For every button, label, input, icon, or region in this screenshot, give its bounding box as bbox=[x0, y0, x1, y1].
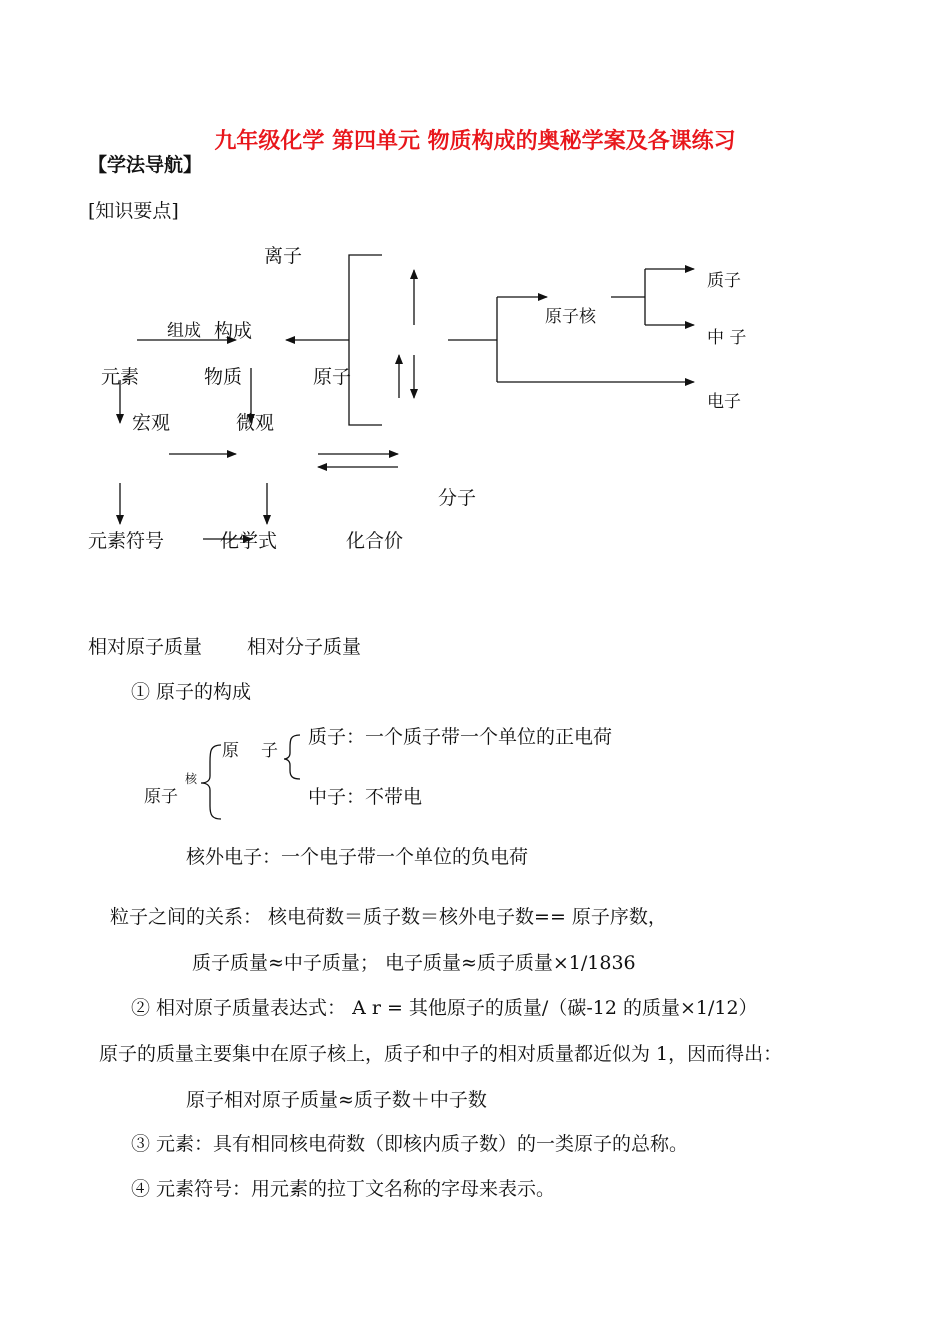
label-micro: 微观 bbox=[236, 412, 275, 434]
atom-bracket-line bbox=[349, 255, 382, 425]
inner-brace bbox=[284, 735, 300, 779]
label-element-symbol: 元素符号 bbox=[88, 530, 165, 552]
label-nucleus-small: 核 bbox=[185, 772, 198, 786]
label-valence: 化合价 bbox=[346, 530, 404, 552]
document-title: 九年级化学 第四单元 物质构成的奥秘学案及各课练习 bbox=[214, 129, 736, 154]
label-relative-molecular-mass: 相对分子质量 bbox=[247, 636, 362, 658]
label-relative-atomic-mass: 相对原子质量 bbox=[88, 636, 203, 658]
proton-description: 质子：一个质子带一个单位的正电荷 bbox=[308, 726, 613, 748]
label-electron: 电子 bbox=[707, 392, 741, 412]
label-macro: 宏观 bbox=[132, 412, 171, 434]
label-compose: 组成 bbox=[167, 321, 201, 341]
label-chemical-formula: 化学式 bbox=[220, 530, 278, 552]
label-ion: 离子 bbox=[264, 245, 303, 267]
label-nucleus-right: 子 bbox=[261, 741, 278, 761]
label-atom: 原子 bbox=[313, 366, 352, 388]
atom-structure-heading: ① 原子的构成 bbox=[131, 681, 252, 703]
element-definition: ③ 元素：具有相同核电荷数（即核内质子数）的一类原子的总称。 bbox=[131, 1133, 689, 1155]
label-construct: 构成 bbox=[214, 320, 253, 342]
relative-atomic-mass-formula: ② 相对原子质量表达式： A r = 其他原子的质量/（碳-12 的质量×1/12） bbox=[131, 997, 758, 1019]
label-substance: 物质 bbox=[204, 366, 243, 388]
mass-relation-line: 质子质量≈中子质量； 电子质量≈质子质量×1/1836 bbox=[192, 952, 636, 974]
label-element: 元素 bbox=[101, 366, 140, 388]
outer-brace bbox=[201, 745, 221, 819]
relative-mass-approximation: 原子相对原子质量≈质子数＋中子数 bbox=[186, 1089, 487, 1111]
electron-description: 核外电子：一个电子带一个单位的负电荷 bbox=[186, 846, 529, 868]
label-proton: 质子 bbox=[707, 271, 741, 291]
element-symbol-definition: ④ 元素符号：用元素的拉丁文名称的字母来表示。 bbox=[131, 1178, 556, 1200]
mass-concentration-line: 原子的质量主要集中在原子核上，质子和中子的相对质量都近似为 1，因而得出： bbox=[99, 1043, 783, 1065]
label-nucleus: 原子核 bbox=[545, 307, 596, 327]
neutron-description: 中子：不带电 bbox=[308, 786, 423, 808]
label-nucleus-left: 原 bbox=[222, 741, 239, 761]
label-molecule: 分子 bbox=[438, 487, 477, 509]
section-heading: 【学法导航】 bbox=[88, 154, 203, 176]
subheading-knowledge-points: [知识要点] bbox=[88, 200, 179, 222]
label-neutron: 中 子 bbox=[707, 328, 747, 348]
label-atom-structure: 原子 bbox=[144, 787, 178, 807]
particle-relation-line: 粒子之间的关系： 核电荷数＝质子数＝核外电子数== 原子序数， bbox=[110, 906, 667, 928]
